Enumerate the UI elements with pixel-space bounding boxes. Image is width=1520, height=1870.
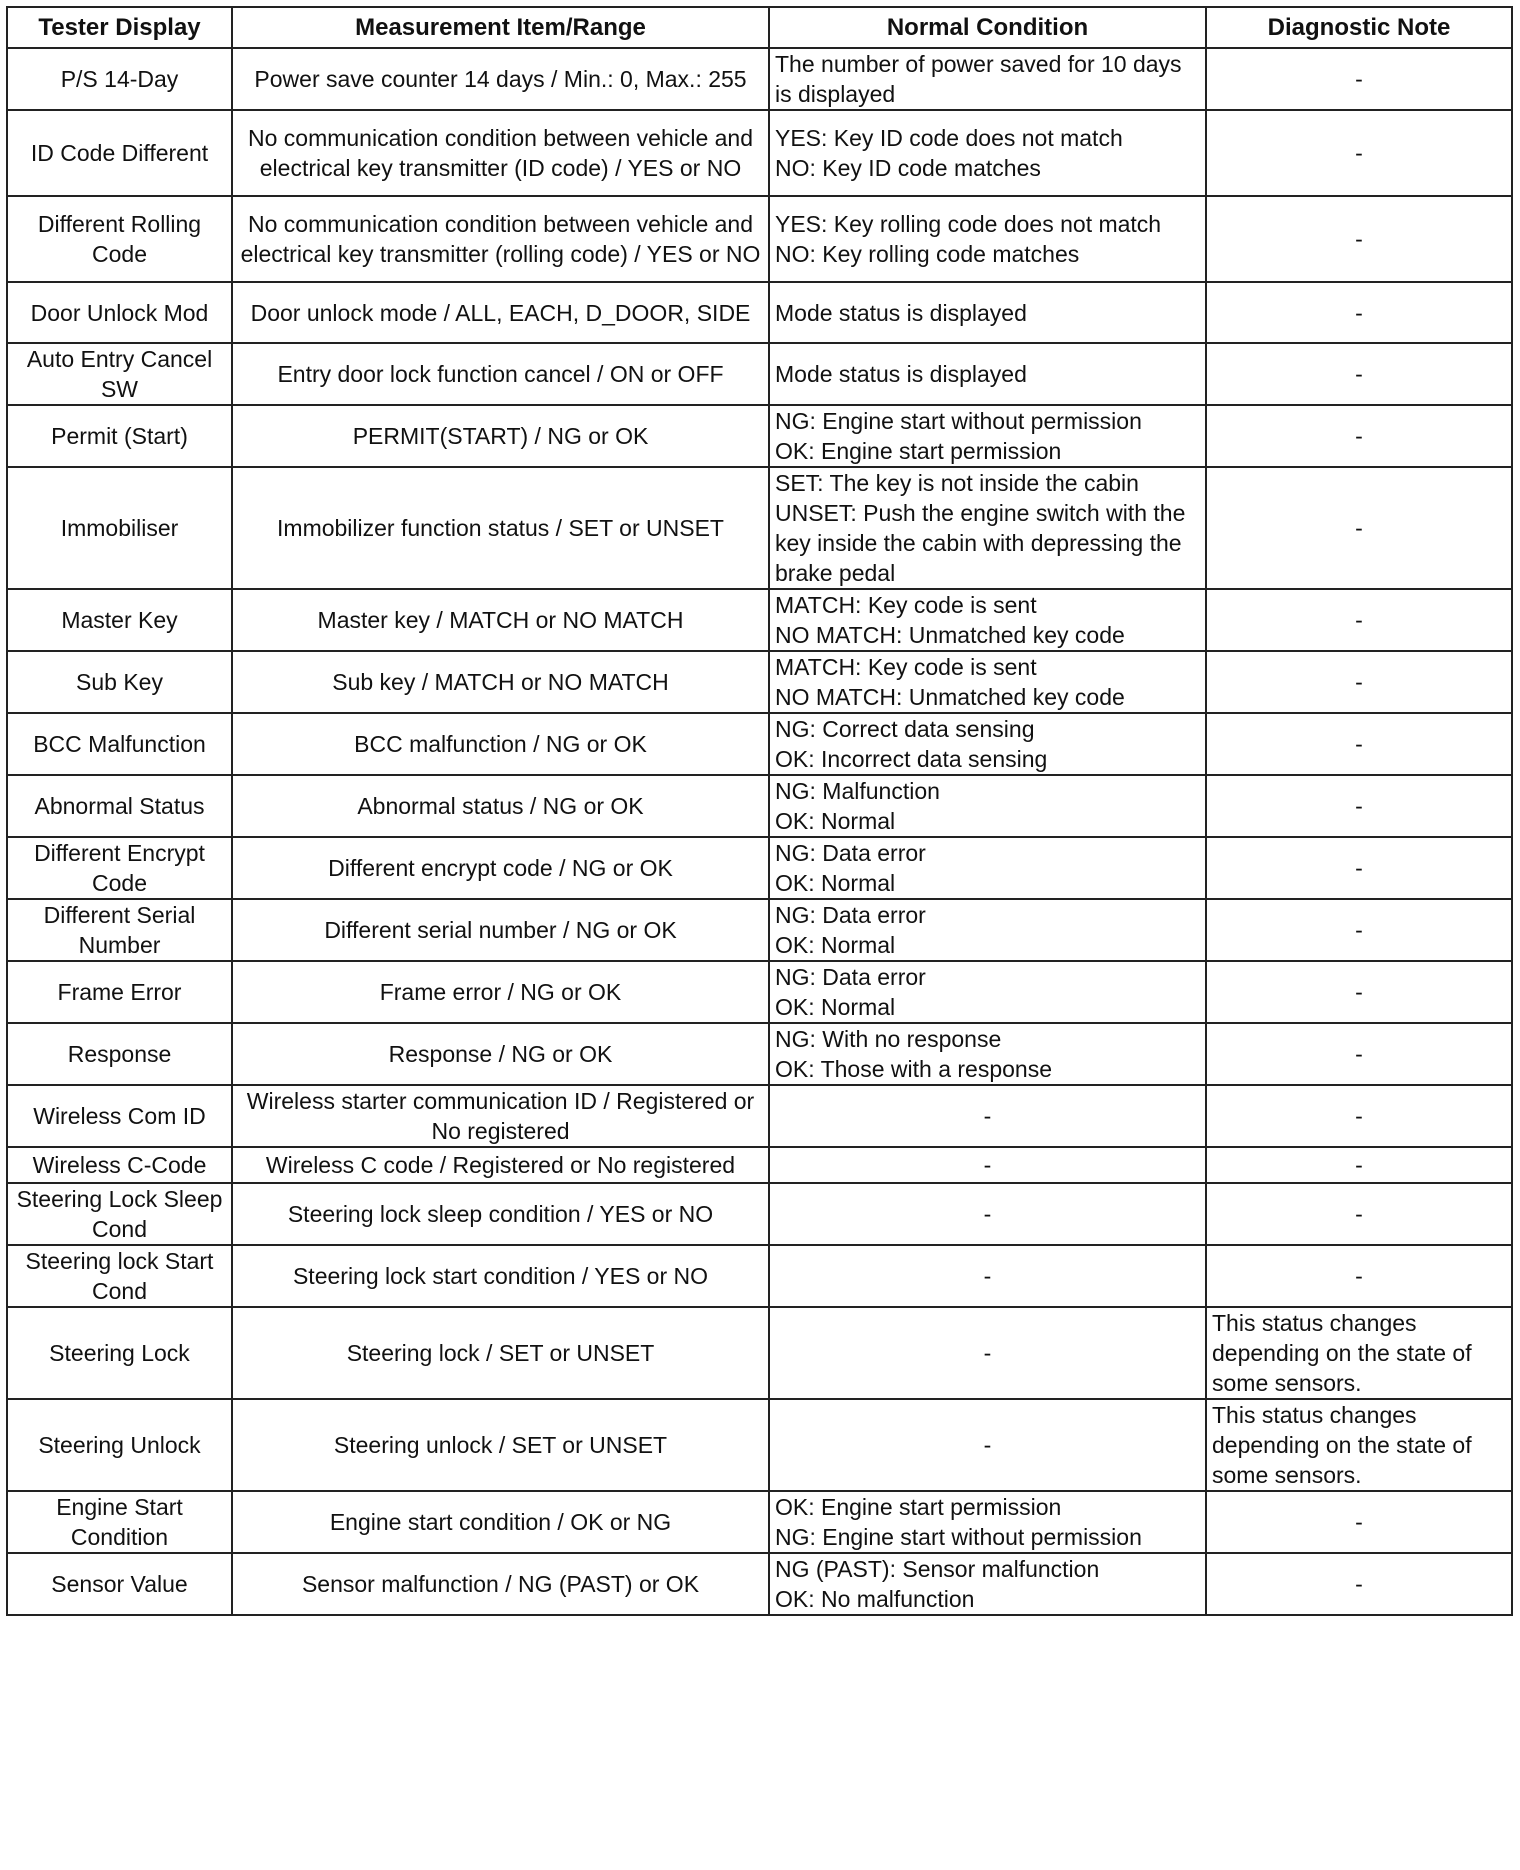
table-header-row: [7, 7, 1512, 48]
cell-measurement-item-range: Different encrypt code / NG or OK: [232, 837, 769, 899]
cell-measurement-item-range: Sub key / MATCH or NO MATCH: [232, 651, 769, 713]
cell-diagnostic-note: -: [1206, 196, 1512, 282]
cell-tester-display: Wireless C-Code: [7, 1147, 232, 1183]
cell-measurement-item-range: Different serial number / NG or OK: [232, 899, 769, 961]
table-row: [7, 1245, 1512, 1307]
cell-diagnostic-note: -: [1206, 1023, 1512, 1085]
cell-normal-condition: -: [769, 1245, 1206, 1307]
cell-diagnostic-note: -: [1206, 282, 1512, 343]
table-row: [7, 405, 1512, 467]
cell-diagnostic-note: This status changes depending on the state of some sensors.: [1206, 1399, 1512, 1491]
cell-tester-display: Sensor Value: [7, 1553, 232, 1615]
cell-tester-display: Wireless Com ID: [7, 1085, 232, 1147]
cell-tester-display: ID Code Different: [7, 110, 232, 196]
cell-diagnostic-note: -: [1206, 1553, 1512, 1615]
cell-diagnostic-note: -: [1206, 713, 1512, 775]
cell-normal-condition: -: [769, 1307, 1206, 1399]
cell-measurement-item-range: Door unlock mode / ALL, EACH, D_DOOR, SIDE: [232, 282, 769, 343]
header-normal-condition: Normal Condition: [769, 7, 1206, 48]
cell-measurement-item-range: Engine start condition / OK or NG: [232, 1491, 769, 1553]
table-row: [7, 961, 1512, 1023]
cell-measurement-item-range: BCC malfunction / NG or OK: [232, 713, 769, 775]
cell-tester-display: Engine Start Condition: [7, 1491, 232, 1553]
diagnostic-data-table-sheet: [6, 6, 1511, 1616]
table-row: [7, 775, 1512, 837]
table-row: [7, 1399, 1512, 1491]
table-row: [7, 1183, 1512, 1245]
cell-tester-display: Different Encrypt Code: [7, 837, 232, 899]
cell-tester-display: Steering lock Start Cond: [7, 1245, 232, 1307]
table-row: [7, 1491, 1512, 1553]
table-row: [7, 651, 1512, 713]
cell-diagnostic-note: -: [1206, 961, 1512, 1023]
cell-diagnostic-note: -: [1206, 651, 1512, 713]
header-diagnostic-note: Diagnostic Note: [1206, 7, 1512, 48]
cell-measurement-item-range: No communication condition between vehicle and electrical key transmitter (rolling code) / YES or NO: [232, 196, 769, 282]
cell-normal-condition: YES: Key rolling code does not match NO: Key rolling code matches: [769, 196, 1206, 282]
table-row: [7, 1085, 1512, 1147]
table-row: [7, 589, 1512, 651]
table-body: [7, 48, 1512, 1615]
cell-normal-condition: Mode status is displayed: [769, 282, 1206, 343]
table-row: [7, 343, 1512, 405]
cell-measurement-item-range: Response / NG or OK: [232, 1023, 769, 1085]
table-row: [7, 837, 1512, 899]
cell-tester-display: Door Unlock Mod: [7, 282, 232, 343]
cell-measurement-item-range: Steering lock sleep condition / YES or NO: [232, 1183, 769, 1245]
cell-tester-display: Auto Entry Cancel SW: [7, 343, 232, 405]
cell-normal-condition: SET: The key is not inside the cabin UNSET: Push the engine switch with the key inside the cabin with depressing the brake pedal: [769, 467, 1206, 589]
table-row: [7, 48, 1512, 110]
table-row: [7, 110, 1512, 196]
cell-normal-condition: NG: Data error OK: Normal: [769, 837, 1206, 899]
cell-tester-display: Permit (Start): [7, 405, 232, 467]
header-measurement-item-range: Measurement Item/Range: [232, 7, 769, 48]
table-row: [7, 467, 1512, 589]
cell-measurement-item-range: Abnormal status / NG or OK: [232, 775, 769, 837]
cell-normal-condition: The number of power saved for 10 days is displayed: [769, 48, 1206, 110]
header-tester-display: Tester Display: [7, 7, 232, 48]
cell-diagnostic-note: -: [1206, 343, 1512, 405]
cell-measurement-item-range: Sensor malfunction / NG (PAST) or OK: [232, 1553, 769, 1615]
cell-tester-display: Different Rolling Code: [7, 196, 232, 282]
cell-diagnostic-note: -: [1206, 467, 1512, 589]
cell-diagnostic-note: -: [1206, 589, 1512, 651]
cell-measurement-item-range: Steering lock / SET or UNSET: [232, 1307, 769, 1399]
cell-diagnostic-note: -: [1206, 48, 1512, 110]
cell-normal-condition: NG: Data error OK: Normal: [769, 899, 1206, 961]
cell-tester-display: Steering Lock: [7, 1307, 232, 1399]
cell-diagnostic-note: -: [1206, 405, 1512, 467]
cell-diagnostic-note: -: [1206, 1147, 1512, 1183]
cell-diagnostic-note: -: [1206, 775, 1512, 837]
cell-diagnostic-note: This status changes depending on the state of some sensors.: [1206, 1307, 1512, 1399]
cell-measurement-item-range: Steering unlock / SET or UNSET: [232, 1399, 769, 1491]
cell-tester-display: Response: [7, 1023, 232, 1085]
cell-measurement-item-range: No communication condition between vehicle and electrical key transmitter (ID code) / YES or NO: [232, 110, 769, 196]
table-row: [7, 899, 1512, 961]
cell-normal-condition: Mode status is displayed: [769, 343, 1206, 405]
cell-normal-condition: MATCH: Key code is sent NO MATCH: Unmatched key code: [769, 589, 1206, 651]
cell-measurement-item-range: PERMIT(START) / NG or OK: [232, 405, 769, 467]
cell-tester-display: Steering Lock Sleep Cond: [7, 1183, 232, 1245]
cell-normal-condition: -: [769, 1183, 1206, 1245]
cell-diagnostic-note: -: [1206, 1085, 1512, 1147]
cell-normal-condition: MATCH: Key code is sent NO MATCH: Unmatched key code: [769, 651, 1206, 713]
cell-tester-display: Steering Unlock: [7, 1399, 232, 1491]
table-row: [7, 1147, 1512, 1183]
cell-tester-display: Sub Key: [7, 651, 232, 713]
table-row: [7, 196, 1512, 282]
table-row: [7, 282, 1512, 343]
cell-normal-condition: NG: Engine start without permission OK: Engine start permission: [769, 405, 1206, 467]
cell-diagnostic-note: -: [1206, 837, 1512, 899]
cell-normal-condition: -: [769, 1399, 1206, 1491]
table-row: [7, 1023, 1512, 1085]
cell-measurement-item-range: Master key / MATCH or NO MATCH: [232, 589, 769, 651]
cell-diagnostic-note: -: [1206, 1245, 1512, 1307]
cell-tester-display: Abnormal Status: [7, 775, 232, 837]
cell-normal-condition: OK: Engine start permission NG: Engine start without permission: [769, 1491, 1206, 1553]
cell-measurement-item-range: Steering lock start condition / YES or NO: [232, 1245, 769, 1307]
cell-tester-display: Different Serial Number: [7, 899, 232, 961]
cell-measurement-item-range: Frame error / NG or OK: [232, 961, 769, 1023]
table-row: [7, 1553, 1512, 1615]
cell-measurement-item-range: Power save counter 14 days / Min.: 0, Max.: 255: [232, 48, 769, 110]
cell-tester-display: P/S 14-Day: [7, 48, 232, 110]
cell-diagnostic-note: -: [1206, 899, 1512, 961]
table-row: [7, 713, 1512, 775]
cell-diagnostic-note: -: [1206, 1491, 1512, 1553]
cell-tester-display: BCC Malfunction: [7, 713, 232, 775]
cell-measurement-item-range: Immobilizer function status / SET or UNSET: [232, 467, 769, 589]
cell-normal-condition: NG: Malfunction OK: Normal: [769, 775, 1206, 837]
cell-normal-condition: NG: Correct data sensing OK: Incorrect data sensing: [769, 713, 1206, 775]
cell-normal-condition: YES: Key ID code does not match NO: Key ID code matches: [769, 110, 1206, 196]
table-row: [7, 1307, 1512, 1399]
cell-tester-display: Immobiliser: [7, 467, 232, 589]
cell-normal-condition: NG: With no response OK: Those with a response: [769, 1023, 1206, 1085]
cell-measurement-item-range: Wireless C code / Registered or No registered: [232, 1147, 769, 1183]
cell-measurement-item-range: Wireless starter communication ID / Registered or No registered: [232, 1085, 769, 1147]
cell-tester-display: Frame Error: [7, 961, 232, 1023]
cell-diagnostic-note: -: [1206, 110, 1512, 196]
diagnostic-data-table: [6, 6, 1513, 1616]
cell-diagnostic-note: -: [1206, 1183, 1512, 1245]
cell-normal-condition: NG (PAST): Sensor malfunction OK: No malfunction: [769, 1553, 1206, 1615]
cell-normal-condition: NG: Data error OK: Normal: [769, 961, 1206, 1023]
cell-normal-condition: -: [769, 1085, 1206, 1147]
cell-normal-condition: -: [769, 1147, 1206, 1183]
cell-tester-display: Master Key: [7, 589, 232, 651]
cell-measurement-item-range: Entry door lock function cancel / ON or OFF: [232, 343, 769, 405]
